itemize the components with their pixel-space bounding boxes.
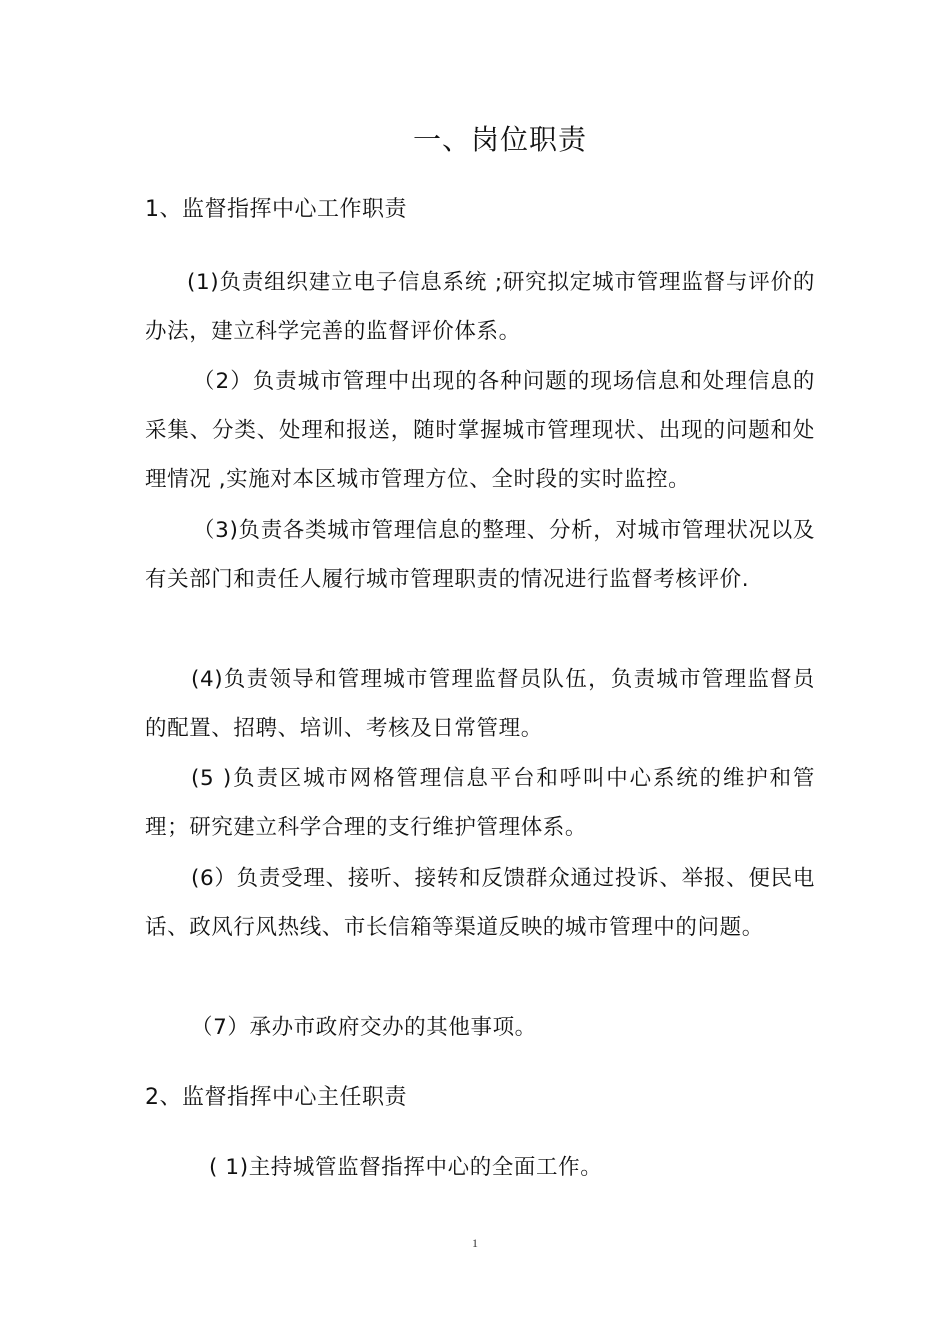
section-1-heading: 1、监督指挥中心工作职责 [145,197,407,222]
section-1-item-1: (1)负责组织建立电子信息系统 ;研究拟定城市管理监督与评价的办法，建立科学完善的监督评价体系。 [145,270,815,344]
page-title: 一、岗位职责 [412,123,587,156]
section-1-item-2: （2）负责城市管理中出现的各种问题的现场信息和处理信息的采集、分类、处理和报送，随时掌握城市管理现状、出现的问题和处理情况 ,实施对本区城市管理方位、全时段的实时监控。 [145,369,815,492]
section-1-item-3: （3)负责各类城市管理信息的整理、分析，对城市管理状况以及有关部门和责任人履行城市管理职责的情况进行监督考核评价. [145,518,815,592]
section-1-item-4: (4)负责领导和管理城市管理监督员队伍，负责城市管理监督员的配置、招聘、培训、考核及日常管理。 [145,667,815,741]
section-1-item-6: (6）负责受理、接听、接转和反馈群众通过投诉、举报、便民电话、政风行风热线、市长信箱等渠道反映的城市管理中的问题。 [145,866,815,940]
section-2-heading: 2、监督指挥中心主任职责 [145,1085,407,1110]
section-2-item-1: ( 1)主持城管监督指挥中心的全面工作。 [209,1155,603,1180]
section-1-item-7: （7）承办市政府交办的其他事项。 [191,1015,537,1040]
page-number: 1 [472,1236,478,1250]
section-1-item-5: (5 )负责区城市网格管理信息平台和呼叫中心系统的维护和管理；研究建立科学合理的支行维护管理体系。 [145,766,815,840]
